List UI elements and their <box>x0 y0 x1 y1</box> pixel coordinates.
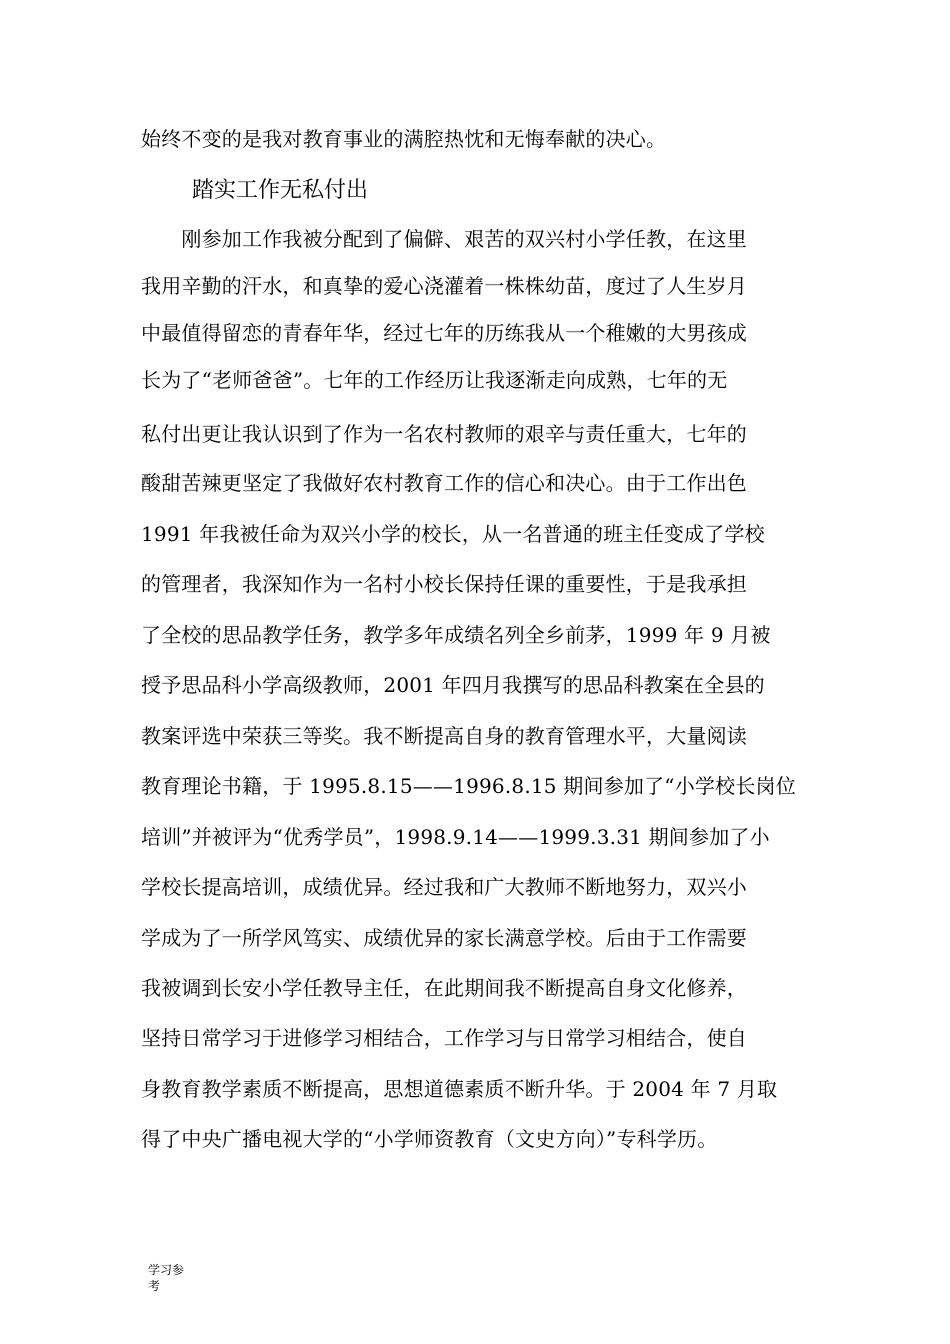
paragraph-line: 身教育教学素质不断提高，思想道德素质不断升华。于 2004 年 7 月取 <box>141 1077 778 1101</box>
paragraph-line: 中最值得留恋的青春年华，经过七年的历练我从一个稚嫩的大男孩成 <box>141 321 747 345</box>
paragraph-line: 得了中央广播电视大学的“小学师资教育（文史方向）”专科学历。 <box>141 1127 718 1151</box>
paragraph-line: 的管理者，我深知作为一名村小校长保持任课的重要性，于是我承担 <box>141 572 747 596</box>
paragraph-line: 坚持日常学习于进修学习相结合，工作学习与日常学习相结合，使自 <box>141 1026 747 1050</box>
section-heading: 踏实工作无私付出 <box>192 178 369 203</box>
paragraph-line: 教案评选中荣获三等奖。我不断提高自身的教育管理水平，大量阅读 <box>141 724 747 748</box>
paragraph-line: 长为了“老师爸爸”。七年的工作经历让我逐渐走向成熟，七年的无 <box>141 368 728 392</box>
paragraph-line: 1991 年我被任命为双兴小学的校长，从一名普通的班主任变成了学校 <box>141 522 765 546</box>
paragraph-line: 学成为了一所学风笃实、成绩优异的家长满意学校。后由于工作需要 <box>141 926 747 950</box>
opening-line: 始终不变的是我对教育事业的满腔热忱和无悔奉献的决心。 <box>141 127 667 151</box>
paragraph-line: 教育理论书籍，于 1995.8.15——1996.8.15 期间参加了“小学校长岗位 <box>141 774 796 798</box>
paragraph-line: 学校长提高培训，成绩优异。经过我和广大教师不断地努力，双兴小 <box>141 875 747 899</box>
paragraph-line: 刚参加工作我被分配到了偏僻、艰苦的双兴村小学任教，在这里 <box>141 227 747 251</box>
paragraph-line: 了全校的思品教学任务，教学多年成绩名列全乡前茅，1999 年 9 月被 <box>141 623 771 647</box>
paragraph-line: 培训”并被评为“优秀学员”，1998.9.14——1999.3.31 期间参加了小 <box>141 825 770 849</box>
paragraph-line: 私付出更让我认识到了作为一名农村教师的艰辛与责任重大，七年的 <box>141 422 747 446</box>
paragraph-line: 我用辛勤的汗水，和真挚的爱心浇灌着一株株幼苗，度过了人生岁月 <box>141 274 747 298</box>
footer-note: 学习参考 <box>148 1263 185 1293</box>
paragraph-line: 酸甜苦辣更坚定了我做好农村教育工作的信心和决心。由于工作出色 <box>141 471 747 495</box>
paragraph-line: 授予思品科小学高级教师，2001 年四月我撰写的思品科教案在全县的 <box>141 673 765 697</box>
paragraph-line: 我被调到长安小学任教导主任，在此期间我不断提高自身文化修养， <box>141 976 747 1000</box>
